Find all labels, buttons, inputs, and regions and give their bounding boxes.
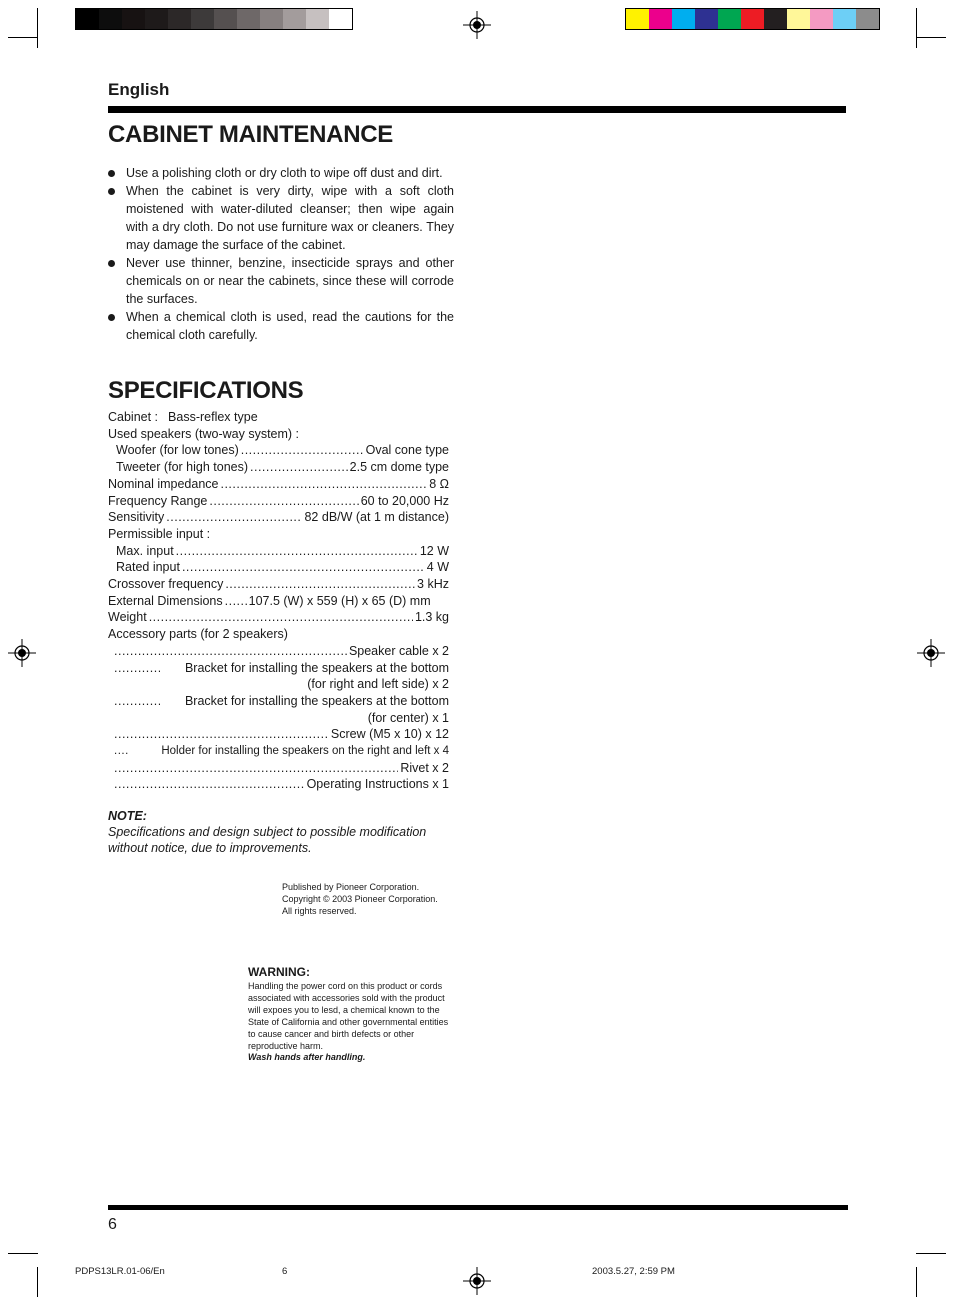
spec-row bbox=[108, 442, 449, 459]
copyright-line: Copyright © 2003 Pioneer Corporation. bbox=[282, 894, 438, 904]
spec-row bbox=[108, 660, 449, 677]
page-number: 6 bbox=[108, 1216, 117, 1233]
color-swatch bbox=[76, 9, 99, 29]
note-text: Specifications and design subject to possible modification without notice, due to improvements. bbox=[108, 825, 427, 855]
spec-row bbox=[108, 459, 449, 476]
publisher-line: Published by Pioneer Corporation. bbox=[282, 882, 420, 892]
crop-mark bbox=[916, 1253, 946, 1254]
color-swatch bbox=[764, 9, 787, 29]
spec-value: Bracket for installing the speakers at the bottom bbox=[184, 693, 449, 708]
spec-label: Max. input bbox=[116, 543, 174, 558]
leader-dots bbox=[114, 743, 128, 760]
crop-mark bbox=[37, 1267, 38, 1297]
spec-value: 60 to 20,000 Hz bbox=[360, 493, 449, 508]
spec-row bbox=[108, 593, 449, 610]
leader-dots bbox=[114, 693, 160, 710]
spec-label: Permissible input : bbox=[108, 526, 211, 541]
registration-mark-icon bbox=[917, 639, 945, 667]
list-item bbox=[108, 164, 454, 182]
spec-label: Nominal impedance bbox=[108, 476, 219, 491]
color-swatch bbox=[191, 9, 214, 29]
warning-emphasis: Wash hands after handling. bbox=[248, 1052, 366, 1063]
doc-code: PDPS13LR.01-06/En bbox=[75, 1266, 165, 1277]
spec-value: 2.5 cm dome type bbox=[349, 460, 449, 475]
spec-row bbox=[108, 626, 449, 643]
crop-mark bbox=[8, 37, 38, 38]
spec-row bbox=[108, 726, 449, 743]
spec-value: 3 kHz bbox=[417, 577, 449, 592]
color-swatch bbox=[283, 9, 306, 29]
leader-dots bbox=[225, 593, 247, 610]
header-rule bbox=[108, 106, 846, 113]
list-item-text: Use a polishing cloth or dry cloth to wipe off dust and dirt. bbox=[126, 166, 443, 180]
spec-value: Bass-reflex type bbox=[168, 410, 258, 424]
spec-value: Rivet x 2 bbox=[400, 760, 449, 775]
process-color-bar bbox=[625, 8, 880, 30]
warning-title: WARNING: bbox=[248, 965, 310, 979]
spec-row bbox=[108, 509, 449, 526]
cabinet-maintenance-heading: CABINET MAINTENANCE bbox=[108, 121, 393, 148]
warning-text bbox=[248, 981, 453, 1064]
leader-dots bbox=[209, 493, 358, 510]
color-swatch bbox=[145, 9, 168, 29]
color-swatch bbox=[833, 9, 856, 29]
spec-label: Tweeter (for high tones) bbox=[116, 460, 249, 475]
leader-dots bbox=[225, 576, 415, 593]
color-swatch bbox=[856, 9, 879, 29]
spec-row bbox=[108, 476, 449, 493]
color-swatch bbox=[810, 9, 833, 29]
spec-value: Operating Instructions x 1 bbox=[306, 777, 449, 792]
leader-dots bbox=[182, 559, 425, 576]
spec-value: 4 W bbox=[426, 560, 449, 575]
crop-mark bbox=[916, 37, 946, 38]
color-swatch bbox=[626, 9, 649, 29]
spec-row bbox=[108, 643, 449, 660]
publisher-info bbox=[282, 881, 462, 917]
bullet-icon bbox=[108, 170, 115, 177]
spec-label: Accessory parts (for 2 speakers) bbox=[108, 627, 288, 642]
print-date: 2003.5.27, 2:59 PM bbox=[592, 1266, 675, 1277]
color-swatch bbox=[122, 9, 145, 29]
grayscale-color-bar bbox=[75, 8, 353, 30]
spec-row: (for right and left side) x 2 bbox=[307, 677, 449, 692]
language-label: English bbox=[108, 80, 170, 99]
spec-row bbox=[108, 526, 449, 543]
registration-mark-icon bbox=[8, 639, 36, 667]
leader-dots bbox=[149, 609, 413, 626]
bullet-icon bbox=[108, 314, 115, 321]
specifications-list bbox=[108, 409, 449, 793]
leader-dots bbox=[114, 776, 305, 793]
spec-row bbox=[108, 743, 449, 760]
spec-value: 8 Ω bbox=[429, 476, 449, 491]
spec-value: Screw (M5 x 10) x 12 bbox=[330, 727, 449, 742]
color-swatch bbox=[99, 9, 122, 29]
list-item bbox=[108, 254, 454, 308]
spec-label: Weight bbox=[108, 610, 147, 625]
footer-rule bbox=[108, 1205, 848, 1210]
color-swatch bbox=[260, 9, 283, 29]
spec-row bbox=[108, 693, 449, 710]
spec-row bbox=[108, 776, 449, 793]
leader-dots bbox=[114, 660, 160, 677]
spec-row bbox=[108, 409, 449, 426]
spec-value: 107.5 (W) x 559 (H) x 65 (D) mm bbox=[248, 593, 431, 608]
list-item-text: Never use thinner, benzine, insecticide sprays and other chemicals on or near the cabinets, since these will corrode the surfaces. bbox=[126, 256, 454, 306]
list-item bbox=[108, 182, 454, 254]
leader-dots bbox=[114, 760, 398, 777]
color-swatch bbox=[168, 9, 191, 29]
color-swatch bbox=[306, 9, 329, 29]
registration-mark-icon bbox=[463, 11, 491, 39]
color-swatch bbox=[741, 9, 764, 29]
color-swatch bbox=[329, 9, 352, 29]
spec-label: Frequency Range bbox=[108, 493, 208, 508]
spec-label: Cabinet : bbox=[108, 410, 159, 424]
spec-row bbox=[108, 493, 449, 510]
spec-value: Oval cone type bbox=[365, 443, 449, 458]
spec-row: (for center) x 1 bbox=[367, 710, 449, 725]
spec-row bbox=[108, 576, 449, 593]
leader-dots bbox=[241, 442, 364, 459]
list-item-text: When the cabinet is very dirty, wipe with a soft cloth moistened with water-diluted cleanser; then wipe again with a dry cloth. Do not use furniture wax or cleaners. They may damage the surface of the cabinet. bbox=[126, 184, 454, 252]
spec-label: Rated input bbox=[116, 560, 180, 575]
color-swatch bbox=[787, 9, 810, 29]
spec-value: 82 dB/W (at 1 m distance) bbox=[304, 510, 449, 525]
spec-row bbox=[108, 609, 449, 626]
color-swatch bbox=[649, 9, 672, 29]
print-page-number: 6 bbox=[282, 1266, 288, 1277]
crop-mark bbox=[916, 8, 917, 48]
leader-dots bbox=[114, 726, 329, 743]
color-swatch bbox=[237, 9, 260, 29]
specifications-heading: SPECIFICATIONS bbox=[108, 377, 304, 404]
list-item-text: When a chemical cloth is used, read the cautions for the chemical cloth carefully. bbox=[126, 310, 454, 342]
spec-value: 12 W bbox=[419, 543, 449, 558]
color-swatch bbox=[695, 9, 718, 29]
spec-label: Crossover frequency bbox=[108, 577, 224, 592]
leader-dots bbox=[176, 543, 418, 560]
leader-dots bbox=[250, 459, 348, 476]
spec-label: Sensitivity bbox=[108, 510, 165, 525]
list-item bbox=[108, 308, 454, 344]
bullet-icon bbox=[108, 188, 115, 195]
crop-mark bbox=[916, 1267, 917, 1297]
color-swatch bbox=[718, 9, 741, 29]
spec-label: External Dimensions bbox=[108, 593, 223, 608]
crop-mark bbox=[37, 8, 38, 48]
spec-label: Used speakers (two-way system) : bbox=[108, 426, 300, 441]
spec-value: Holder for installing the speakers on the right and left x 4 bbox=[161, 745, 449, 758]
maintenance-list bbox=[108, 164, 454, 344]
spec-row bbox=[108, 426, 449, 443]
spec-label: Woofer (for low tones) bbox=[116, 443, 239, 458]
spec-value: Bracket for installing the speakers at the bottom bbox=[184, 660, 449, 675]
spec-row bbox=[108, 760, 449, 777]
leader-dots bbox=[166, 509, 302, 526]
warning-body: Handling the power cord on this product or cords associated with accessories sold with the product will expoes you to lesd, a chemical known to the State of California and other governmental entities to cause cancer and birth defects or other reproductive harm. bbox=[248, 981, 449, 1051]
leader-dots bbox=[220, 476, 427, 493]
rights-line: All rights reserved. bbox=[282, 906, 357, 916]
registration-mark-icon bbox=[463, 1267, 491, 1295]
spec-row bbox=[108, 543, 449, 560]
bullet-icon bbox=[108, 260, 115, 267]
spec-value: 1.3 kg bbox=[414, 610, 449, 625]
color-swatch bbox=[214, 9, 237, 29]
spec-row bbox=[108, 559, 449, 576]
crop-mark bbox=[8, 1253, 38, 1254]
note-title: NOTE: bbox=[108, 809, 147, 823]
leader-dots bbox=[114, 643, 347, 660]
spec-value: Speaker cable x 2 bbox=[348, 643, 449, 658]
color-swatch bbox=[672, 9, 695, 29]
